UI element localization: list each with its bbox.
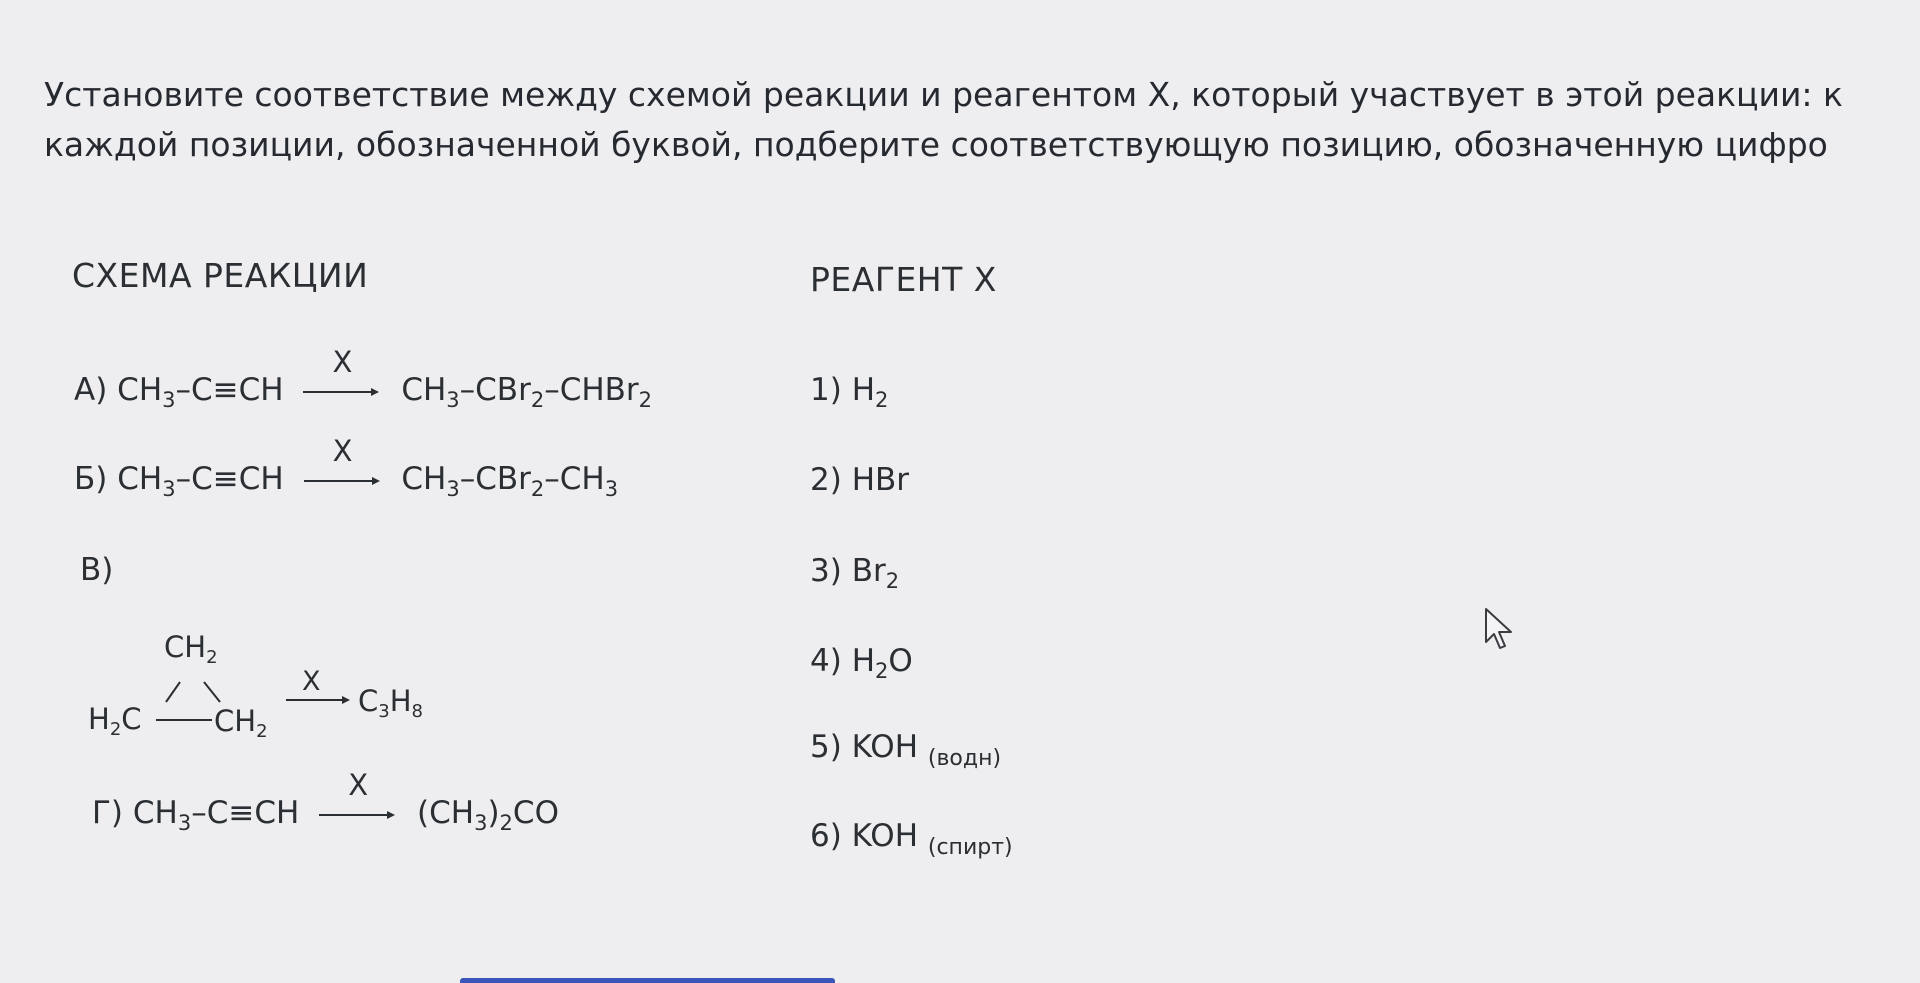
reaction-b-reactant: $CH_3-C\equiv CH$	[117, 461, 284, 501]
reagent-5-label: 5) KOH	[810, 729, 919, 765]
arrow-right-icon	[303, 385, 381, 399]
arrow-pointer-cursor-icon	[1483, 606, 1517, 652]
reagent-4-label: 4)	[810, 643, 842, 679]
cyclopropane-top-ch2: $CH_2$	[164, 630, 218, 668]
reaction-g-product: $(CH_3)_2CO$	[417, 795, 559, 835]
reaction-v-label: В)	[80, 552, 114, 588]
reagent-2	[810, 462, 909, 498]
reagent-1-label: 1)	[810, 372, 842, 408]
reagent-2-formula: HBr	[851, 462, 910, 498]
reagent-4	[810, 643, 913, 683]
reaction-v-product: $C_3H_8$	[358, 684, 423, 722]
reaction-g	[92, 767, 559, 835]
reaction-a-reagent-x: X	[332, 344, 353, 379]
reaction-scheme-header: СХЕМА РЕАКЦИИ	[72, 256, 369, 295]
arrow-right-icon	[319, 808, 397, 822]
reaction-v-scheme	[88, 630, 448, 750]
reaction-a-reactant: $CH_3-C\equiv CH$	[117, 372, 284, 412]
reaction-b-arrow	[304, 433, 382, 488]
reaction-a-arrow	[303, 344, 381, 399]
reaction-b-label: Б)	[74, 461, 108, 497]
reagent-2-label: 2)	[810, 462, 842, 498]
reagent-6	[810, 818, 1013, 860]
reaction-g-reactant: $CH_3-C\equiv CH$	[132, 795, 300, 835]
reagent-4-formula: $H_2O$	[851, 643, 913, 683]
reaction-v-reagent-x: X	[302, 666, 321, 697]
reaction-g-arrow	[319, 767, 397, 822]
reaction-g-label: Г)	[92, 795, 123, 831]
reagent-1-formula: $H_2$	[851, 372, 889, 412]
reaction-g-reagent-x: X	[348, 767, 369, 802]
reaction-b	[74, 433, 619, 501]
cyclopropane-right-ch2: $CH_2$	[214, 704, 268, 742]
task-line-2: каждой позиции, обозначенной буквой, подберите соответствующую позицию, обозначенную цифро	[44, 125, 1828, 164]
cyclopropane-left-h2c: $H_2C$	[88, 702, 142, 740]
reagent-6-note: (спирт)	[927, 835, 1013, 860]
reaction-b-product: $CH_3-CBr_2-CH_3$	[401, 461, 619, 501]
reagent-6-label: 6) KOH	[810, 818, 919, 854]
reagent-x-header: РЕАГЕНТ X	[810, 260, 997, 299]
reagent-1	[810, 372, 889, 412]
reagent-5-note: (водн)	[927, 746, 1002, 771]
reaction-a-product: $CH_3-CBr_2-CHBr_2$	[401, 372, 653, 412]
reagent-3	[810, 553, 900, 593]
reagent-3-label: 3)	[810, 553, 842, 589]
task-line-1: Установите соответствие между схемой реакции и реагентом X, который участвует в этой реакции: к	[44, 75, 1843, 114]
arrow-right-icon	[304, 474, 382, 488]
reaction-a-label: А)	[74, 372, 108, 408]
reagent-5	[810, 729, 1001, 771]
submit-button-edge[interactable]	[460, 978, 835, 983]
task-statement	[44, 70, 1920, 170]
reaction-a	[74, 344, 653, 412]
reaction-b-reagent-x: X	[332, 433, 353, 468]
reagent-3-formula: $Br_2$	[851, 553, 900, 593]
